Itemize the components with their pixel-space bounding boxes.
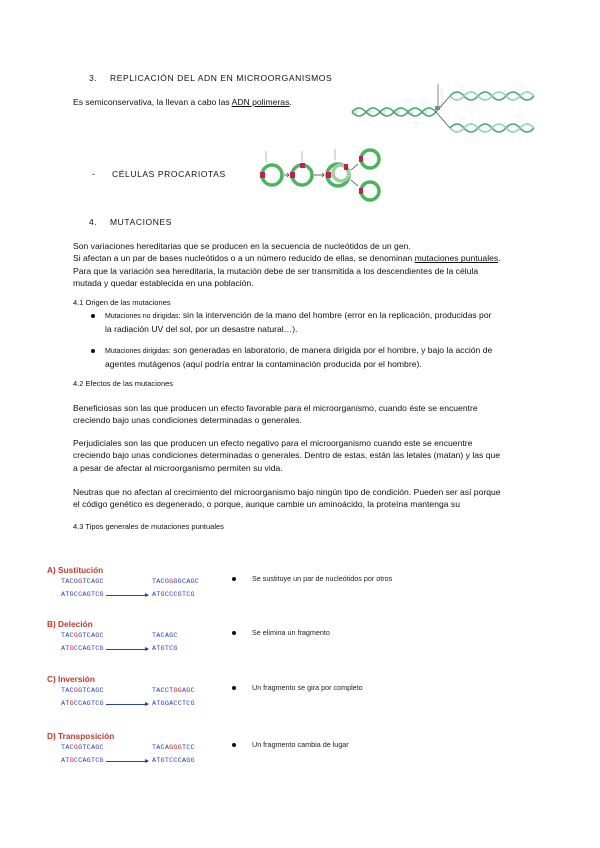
subheading-4-3: 4.3 Tipos generales de mutaciones puntuales bbox=[73, 522, 224, 531]
original-top-strand: TACGGTCAGC bbox=[61, 687, 104, 695]
subheading-4-2: 4.2 Efectos de las mutaciones bbox=[73, 379, 174, 388]
original-top-strand: TACGGTCAGC bbox=[61, 632, 104, 640]
mutation-title: C) Inversión bbox=[47, 674, 95, 684]
mutations-definition: Son variaciones hereditarias que se producen en la secuencia de nucleótidos de un gen. Si afectan a un par de bases nucleótidos o a un número reducido de ellas, se denominan mutaciones puntuales. Para que la variación sea hereditaria, la mutación debe de ser transmitida a los descendientes de la célula mutada y quedar establecida en una población. bbox=[73, 241, 501, 289]
effect-beneficial: Beneficiosas son las que producen un efecto favorable para el microorganismo, cuando éste se encuentre creciendo bajo unas condiciones determinadas o generales. bbox=[73, 403, 478, 426]
mutated-bottom-strand: ATGCCCGTCG bbox=[152, 591, 195, 599]
effect-neutral: Neutras que no afectan al crecimiento del microorganismo bajo ningún tipo de condición. Pueden ser así porque el código genético es degenerado, o porque, aunque cambie un aminoácido, la proteína mantenga su bbox=[73, 487, 501, 510]
mutated-top-strand: TACGGGGCAGC bbox=[152, 578, 200, 586]
prokaryote-label: CÉLULAS PROCARIOTAS bbox=[112, 169, 226, 179]
arrow-right-icon bbox=[106, 761, 148, 762]
bullet-icon bbox=[91, 349, 95, 353]
mutated-top-strand: TACAGC bbox=[152, 632, 178, 640]
original-bottom-strand: ATGCCAGTCG bbox=[61, 645, 104, 653]
bullet-icon bbox=[232, 577, 236, 581]
mutation-title: A) Sustitución bbox=[47, 565, 104, 575]
bullet-icon bbox=[232, 686, 236, 690]
section-3-number: 3. bbox=[89, 73, 98, 83]
mutation-description: Se sustituye un par de nucleótidos por otros bbox=[252, 574, 393, 583]
original-top-strand: TACGGTCAGC bbox=[61, 578, 104, 586]
original-bottom-strand: ATGCCAGTCG bbox=[61, 700, 104, 708]
mutation-title: D) Transposición bbox=[47, 731, 115, 741]
mutation-title: B) Deleción bbox=[47, 619, 93, 629]
mutaciones-puntuales-link[interactable]: mutaciones puntuales bbox=[414, 253, 499, 264]
circular-chromosome-replication-icon bbox=[258, 146, 388, 206]
mutation-description: Un fragmento se gira por completo bbox=[252, 683, 363, 692]
section-3-title: REPLICACIÓN DEL ADN EN MICROORGANISMOS bbox=[110, 73, 333, 83]
mutation-description: Se elimina un fragmento bbox=[252, 628, 330, 637]
section-4-title: MUTACIONES bbox=[110, 217, 173, 227]
bullet-icon bbox=[232, 631, 236, 635]
adn-polimeras-link[interactable]: ADN polimeras bbox=[231, 97, 290, 107]
replication-intro: Es semiconservativa, la llevan a cabo las ADN polimeras. bbox=[73, 97, 292, 107]
arrow-right-icon bbox=[106, 649, 148, 650]
mutated-top-strand: TACAGGGTCC bbox=[152, 744, 195, 752]
mutated-bottom-strand: ATGTCCCAGG bbox=[152, 757, 195, 765]
mutated-top-strand: TACCTGGAGC bbox=[152, 687, 195, 695]
effect-harmful: Perjudiciales son las que producen un efecto negativo para el microorganismo cuando este se encuentre creciendo bajo unas condiciones determinadas o generales. Dentro de estas, están las letales (matan) y las que a pesar de afectar al microorganismo permiten su vida. bbox=[73, 438, 501, 473]
bullet-icon bbox=[91, 314, 95, 318]
section-4-number: 4. bbox=[89, 217, 98, 227]
original-bottom-strand: ATGCCAGTCG bbox=[61, 757, 104, 765]
original-bottom-strand: ATGCCAGTCG bbox=[61, 591, 104, 599]
prokaryote-dash: - bbox=[92, 169, 95, 179]
bullet-icon bbox=[232, 743, 236, 747]
origin-item-undirected: Mutaciones no dirigidas: sin la intervención de la mano del hombre (error en la replicación, producidas por la radiación UV del sol, por un desastre natural…). bbox=[105, 309, 491, 336]
origin-item-directed: Mutaciones dirigidas: son generadas en laboratorio, de manera dirigida por el hombre, y bajo la acción de agentes mutágenos (aquí podría entrar la contaminación producida por el hombre). bbox=[105, 344, 492, 371]
mutated-bottom-strand: ATGGACCTCG bbox=[152, 700, 195, 708]
original-top-strand: TACGGTCAGC bbox=[61, 744, 104, 752]
subheading-4-1: 4.1 Origen de las mutaciones bbox=[73, 298, 171, 307]
mutation-description: Un fragmento cambia de lugar bbox=[252, 740, 349, 749]
mutated-bottom-strand: ATGTCG bbox=[152, 645, 178, 653]
dna-replication-fork-icon bbox=[350, 82, 550, 140]
arrow-right-icon bbox=[106, 704, 148, 705]
arrow-right-icon bbox=[106, 595, 148, 596]
